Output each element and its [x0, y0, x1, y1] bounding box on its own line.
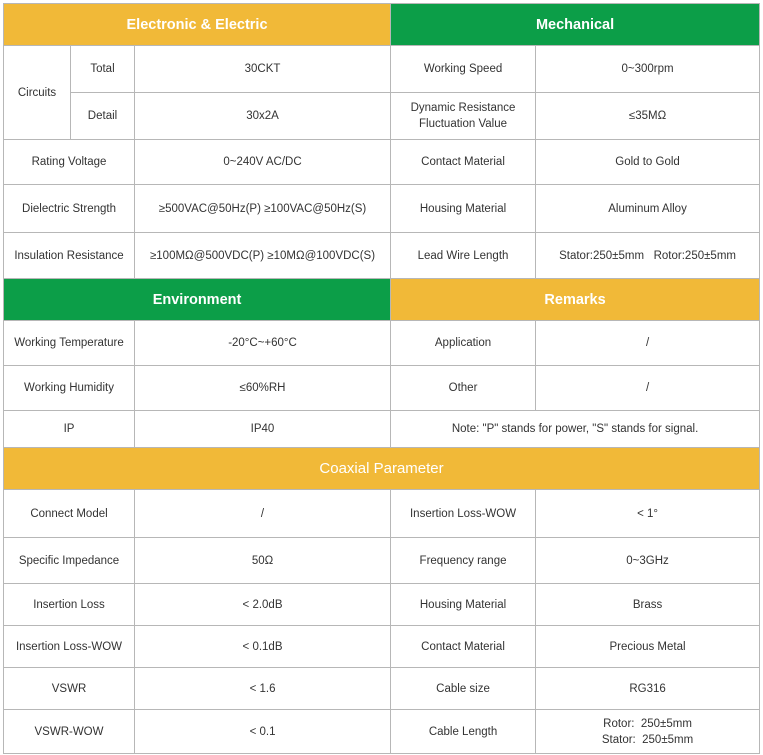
- coaxial-right-label: Housing Material: [391, 584, 536, 626]
- application-value: /: [536, 321, 760, 366]
- coaxial-right-value: 0~3GHz: [536, 538, 760, 584]
- contact-material-label: Contact Material: [391, 140, 536, 185]
- total-value: 30CKT: [135, 46, 391, 93]
- dynamic-resistance-label: [391, 93, 536, 140]
- dynamic-resistance-label-line2: Fluctuation Value: [419, 118, 508, 130]
- rating-voltage-value: 0~240V AC/DC: [135, 140, 391, 185]
- contact-material-value: Gold to Gold: [536, 140, 760, 185]
- detail-value: 30x2A: [135, 93, 391, 140]
- insulation-resistance-value: ≥100MΩ@500VDC(P) ≥10MΩ@100VDC(S): [135, 233, 391, 279]
- coaxial-right-value: Brass: [536, 584, 760, 626]
- dielectric-strength-label: Dielectric Strength: [4, 185, 135, 233]
- working-speed-value: 0~300rpm: [536, 46, 760, 93]
- dynamic-resistance-value: ≤35MΩ: [536, 93, 760, 140]
- coaxial-right-value: RG316: [536, 668, 760, 710]
- coaxial-left-value: < 0.1dB: [135, 626, 391, 668]
- coaxial-left-value: < 0.1: [135, 710, 391, 754]
- dynamic-resistance-label-line1: Dynamic Resistance: [410, 102, 516, 114]
- working-temperature-label: Working Temperature: [4, 321, 135, 366]
- other-value: /: [536, 366, 760, 411]
- coaxial-right-value: < 1°: [536, 490, 760, 538]
- coaxial-left-value: < 2.0dB: [135, 584, 391, 626]
- coaxial-left-value: 50Ω: [135, 538, 391, 584]
- insulation-resistance-label: Insulation Resistance: [4, 233, 135, 279]
- other-label: Other: [391, 366, 536, 411]
- working-temperature-value: -20°C~+60°C: [135, 321, 391, 366]
- coaxial-right-label: Contact Material: [391, 626, 536, 668]
- rating-voltage-label: Rating Voltage: [4, 140, 135, 185]
- spec-table: [3, 3, 760, 754]
- cable-length-stator: Stator: 250±5mm: [601, 733, 694, 746]
- cable-length-rotor: Rotor: 250±5mm: [603, 717, 692, 730]
- lead-wire-length-value: Stator:250±5mm Rotor:250±5mm: [536, 233, 760, 279]
- coaxial-right-label: Insertion Loss-WOW: [391, 490, 536, 538]
- ip-label: IP: [4, 411, 135, 448]
- coaxial-header: Coaxial Parameter: [4, 448, 760, 490]
- application-label: Application: [391, 321, 536, 366]
- working-humidity-label: Working Humidity: [4, 366, 135, 411]
- working-speed-label: Working Speed: [391, 46, 536, 93]
- coaxial-left-label: VSWR-WOW: [4, 710, 135, 754]
- circuits-label: Circuits: [4, 46, 71, 140]
- detail-label: Detail: [71, 93, 135, 140]
- coaxial-right-label: Cable Length: [391, 710, 536, 754]
- remarks-note: Note: "P" stands for power, "S" stands for signal.: [391, 411, 760, 448]
- coaxial-left-value: /: [135, 490, 391, 538]
- coaxial-right-label: Cable size: [391, 668, 536, 710]
- remarks-header: Remarks: [391, 279, 760, 321]
- total-label: Total: [71, 46, 135, 93]
- coaxial-left-label: Connect Model: [4, 490, 135, 538]
- housing-material-label: Housing Material: [391, 185, 536, 233]
- coaxial-right-label: Frequency range: [391, 538, 536, 584]
- environment-header: Environment: [4, 279, 391, 321]
- coaxial-left-value: < 1.6: [135, 668, 391, 710]
- housing-material-value: Aluminum Alloy: [536, 185, 760, 233]
- ip-value: IP40: [135, 411, 391, 448]
- coaxial-left-label: Specific Impedance: [4, 538, 135, 584]
- coaxial-left-label: VSWR: [4, 668, 135, 710]
- coaxial-left-label: Insertion Loss-WOW: [4, 626, 135, 668]
- coaxial-right-value: Precious Metal: [536, 626, 760, 668]
- electronic-header: Electronic & Electric: [4, 4, 391, 46]
- working-humidity-value: ≤60%RH: [135, 366, 391, 411]
- lead-wire-length-label: Lead Wire Length: [391, 233, 536, 279]
- dielectric-strength-value: ≥500VAC@50Hz(P) ≥100VAC@50Hz(S): [135, 185, 391, 233]
- coaxial-left-label: Insertion Loss: [4, 584, 135, 626]
- coaxial-right-value: [536, 710, 760, 754]
- mechanical-header: Mechanical: [391, 4, 760, 46]
